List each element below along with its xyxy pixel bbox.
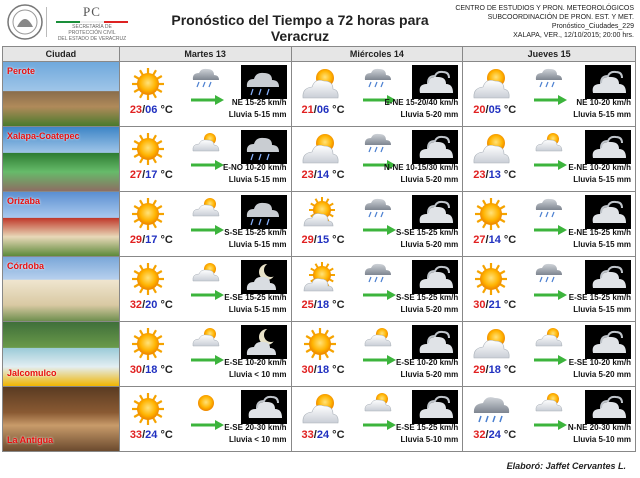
temp-separator: / (485, 169, 489, 181)
rain-text: Lluvia 5-15 mm (228, 175, 287, 184)
temp-min: 17 (145, 169, 158, 181)
issuer-line2: SUBCOORDINACIÓN DE PRON. EST. Y MET. (487, 14, 634, 21)
temp-unit: °C (332, 234, 345, 246)
night-cloud-icon (412, 390, 458, 424)
wind-arrow-icon (190, 352, 224, 362)
forecast-cell (292, 322, 464, 386)
sun-icon (128, 391, 168, 427)
temp-min: 21 (488, 299, 501, 311)
rain-text: Lluvia 5-20 mm (573, 370, 632, 379)
forecast-cell (120, 387, 292, 451)
temp-separator: / (485, 364, 489, 376)
wind-arrow-icon (190, 417, 224, 427)
night-cloud-icon (241, 390, 287, 424)
cloud-icon (190, 131, 222, 155)
issuer-line3: Pronóstico_Ciudades_229 (551, 23, 634, 30)
rain-text: Lluvia 5-15 mm (573, 110, 632, 119)
wind-arrow-icon (362, 287, 396, 297)
night-cloud-icon (241, 195, 287, 229)
temperature (130, 364, 173, 376)
wind-arrow-icon (533, 352, 567, 362)
temperature (130, 429, 173, 441)
partly-cloudy-icon (471, 66, 511, 102)
night-cloud-icon (585, 260, 631, 294)
rain-text: Lluvia 5-15 mm (228, 305, 287, 314)
wind-arrow-icon (533, 92, 567, 102)
temp-separator: / (313, 104, 317, 116)
temp-max: 25 (301, 299, 314, 311)
temperature (473, 169, 516, 181)
night-cloud-icon (241, 65, 287, 99)
wind-text: NE 10-20 km/h (576, 98, 632, 107)
forecast-cell (292, 257, 464, 321)
city-name: Xalapa-Coatepec (7, 131, 80, 141)
temp-min: 20 (145, 299, 158, 311)
temp-min: 24 (316, 429, 330, 441)
logo-line2: PROTECCIÓN CIVIL (68, 30, 116, 36)
temperature (302, 429, 345, 441)
rain-cloud-icon (533, 196, 565, 220)
temp-min: 24 (488, 429, 501, 441)
sun-icon (128, 261, 168, 297)
night-cloud-icon (412, 130, 458, 164)
rain-cloud-icon (533, 261, 565, 285)
temp-unit: °C (332, 429, 345, 441)
col-day3: Jueves 15 (527, 49, 571, 59)
cloud-icon (362, 391, 394, 415)
city-cell (3, 387, 120, 451)
rain-text: Lluvia 5-20 mm (400, 240, 459, 249)
wind-text: E-SE 10-20 km/h (396, 358, 459, 367)
wind-arrow-icon (533, 222, 567, 232)
cloud-icon (362, 326, 394, 350)
rain-text: Lluvia 5-15 mm (573, 240, 632, 249)
rain-text: Lluvia 5-10 mm (573, 435, 632, 444)
temperature (130, 169, 173, 181)
temperature (473, 234, 516, 246)
rain-text: Lluvia 5-15 mm (573, 175, 632, 184)
table-row (2, 62, 636, 127)
night-cloud-icon (412, 325, 458, 359)
forecast-cell (463, 387, 635, 451)
temp-unit: °C (332, 299, 345, 311)
temp-separator: / (485, 234, 489, 246)
city-cell (3, 322, 120, 386)
partly-cloudy-icon (300, 131, 340, 167)
wind-text: E-SE 10-20 km/h (224, 358, 287, 367)
temp-unit: °C (160, 169, 173, 181)
night-cloud-icon (412, 65, 458, 99)
col-day2: Miércoles 14 (292, 47, 464, 61)
wind-text: S-SE 15-25 km/h (396, 228, 459, 237)
temp-unit: °C (160, 364, 173, 376)
temp-min: 14 (488, 234, 501, 246)
temperature (130, 299, 173, 311)
author-credit: Elaboró: Jaffet Cervantes L. (506, 461, 626, 471)
temperature (130, 104, 173, 116)
temp-separator: / (485, 104, 489, 116)
temp-separator: / (313, 169, 317, 181)
temperature (473, 104, 516, 116)
temp-max: 32 (473, 429, 486, 441)
sun-icon (300, 326, 340, 362)
sun-icon (471, 261, 511, 297)
wind-text: E-NE 15-20/40 km/h (384, 98, 459, 107)
temp-min: 18 (316, 364, 330, 376)
night-cloud-icon (241, 130, 287, 164)
temp-separator: / (313, 429, 317, 441)
temp-min: 06 (145, 104, 158, 116)
temp-max: 21 (301, 104, 314, 116)
wind-text: S-SE 15-25 km/h (396, 293, 459, 302)
wind-text: E-NE 15-25 km/h (568, 228, 632, 237)
wind-text: S-SE 15-25 km/h (224, 228, 287, 237)
temp-separator: / (142, 234, 146, 246)
temp-unit: °C (503, 234, 517, 246)
issuer-line4: XALAPA, VER., 12/10/2015; 20:00 hrs. (513, 32, 634, 39)
forecast-cell (463, 257, 635, 321)
sun-icon (128, 66, 168, 102)
temp-min: 18 (316, 299, 330, 311)
temp-max: 33 (129, 429, 143, 441)
temp-min: 24 (145, 429, 158, 441)
forecast-table (2, 46, 636, 452)
logo-line3: DEL ESTADO DE VERACRUZ (57, 36, 127, 42)
temperature (302, 364, 345, 376)
city-cell (3, 127, 120, 191)
temp-unit: °C (503, 169, 517, 181)
wind-text: E-SE 10-20 km/h (568, 358, 632, 367)
temp-unit: °C (160, 234, 173, 246)
wind-arrow-icon (190, 287, 224, 297)
rain-cloud-icon (362, 66, 394, 90)
temp-separator: / (142, 169, 146, 181)
flag-stripe (56, 21, 128, 23)
wind-arrow-icon (533, 287, 567, 297)
temperature (302, 299, 345, 311)
temp-min: 17 (145, 234, 158, 246)
city-name: Orizaba (7, 196, 41, 206)
temp-separator: / (142, 429, 146, 441)
temp-separator: / (313, 234, 317, 246)
rain-text: Lluvia < 10 mm (228, 370, 287, 379)
rain-text: Lluvia 5-20 mm (400, 110, 459, 119)
temp-max: 29 (129, 234, 143, 246)
wind-arrow-icon (190, 222, 224, 232)
wind-text: E-NE 10-20 km/h (568, 163, 632, 172)
forecast-cell (120, 62, 292, 126)
rain-cloud-icon (533, 66, 565, 90)
night-cloud-icon (412, 260, 458, 294)
forecast-cell (463, 62, 635, 126)
wind-arrow-icon (533, 157, 567, 167)
night-cloud-icon (585, 390, 631, 424)
night-cloud-icon (585, 195, 631, 229)
table-header (2, 46, 636, 62)
temp-unit: °C (503, 364, 517, 376)
temp-max: 27 (473, 234, 486, 246)
partly-cloudy-icon (471, 131, 511, 167)
cloud-icon (190, 326, 222, 350)
temperature (473, 364, 516, 376)
cloud-icon (190, 261, 222, 285)
wind-text: E-SE 15-25 km/h (396, 423, 459, 432)
forecast-cell (120, 322, 292, 386)
partly-cloudy-icon (300, 196, 340, 232)
temp-separator: / (313, 364, 317, 376)
temp-max: 23 (473, 169, 486, 181)
city-name: La Antigua (7, 435, 54, 445)
temp-max: 32 (129, 299, 143, 311)
night-cloud-icon (585, 65, 631, 99)
temperature (302, 104, 345, 116)
wind-text: E-NO 10-20 km/h (222, 163, 287, 172)
city-name: Perote (7, 66, 36, 76)
temp-max: 23 (301, 169, 314, 181)
temp-min: 15 (316, 234, 330, 246)
rain-text: Lluvia 5-15 mm (228, 110, 287, 119)
sun-icon (128, 131, 168, 167)
table-body (2, 62, 636, 452)
table-row (2, 322, 636, 387)
partly-cloudy-icon (300, 391, 340, 427)
temp-max: 30 (129, 364, 143, 376)
logo-pc-text: PC (83, 4, 101, 19)
temp-unit: °C (160, 429, 173, 441)
forecast-cell (463, 127, 635, 191)
forecast-cell (463, 322, 635, 386)
wind-text: E-SE 15-25 km/h (568, 293, 632, 302)
cloud-icon (533, 391, 565, 415)
temp-unit: °C (332, 104, 345, 116)
forecast-cell (120, 127, 292, 191)
temp-separator: / (313, 299, 317, 311)
table-row (2, 257, 636, 322)
rain-text: Lluvia 5-20 mm (400, 175, 459, 184)
rain-text: Lluvia 5-15 mm (573, 305, 632, 314)
col-city: Ciudad (3, 47, 120, 61)
temp-separator: / (485, 429, 489, 441)
forecast-cell (292, 192, 464, 256)
temp-unit: °C (160, 299, 173, 311)
city-cell (3, 257, 120, 321)
temp-min: 05 (488, 104, 501, 116)
temp-max: 23 (129, 104, 143, 116)
temp-unit: °C (503, 299, 517, 311)
temp-max: 27 (129, 169, 143, 181)
temp-max: 30 (473, 299, 486, 311)
rain-text: Lluvia 5-15 mm (228, 240, 287, 249)
rain-cloud-icon (362, 196, 394, 220)
temp-unit: °C (160, 104, 173, 116)
agency-logo (56, 4, 128, 42)
temp-separator: / (142, 104, 146, 116)
temp-unit: °C (503, 104, 517, 116)
partly-cloudy-icon (300, 66, 340, 102)
temp-max: 33 (301, 429, 314, 441)
wind-arrow-icon (362, 417, 396, 427)
partly-cloudy-icon (300, 261, 340, 297)
temp-min: 06 (316, 104, 330, 116)
sun-icon (128, 326, 168, 362)
page-title: Pronóstico del Tiempo a 72 horas para Veracruz (171, 12, 429, 44)
temp-min: 14 (316, 169, 330, 181)
temp-max: 20 (473, 104, 486, 116)
issuer-line1: CENTRO DE ESTUDIOS Y PRON. METEOROLÓGICOS (455, 5, 634, 12)
forecast-cell (463, 192, 635, 256)
temp-unit: °C (503, 429, 517, 441)
temperature (302, 234, 345, 246)
cloud-icon (533, 131, 565, 155)
rain-cloud-icon (362, 131, 394, 155)
night-cloud-icon (585, 325, 631, 359)
temperature (473, 429, 516, 441)
city-name: Córdoba (7, 261, 44, 271)
rain-text: Lluvia < 10 mm (228, 435, 287, 444)
city-name: Jalcomulco (7, 368, 57, 378)
temp-min: 18 (145, 364, 158, 376)
night-cloud-icon (585, 130, 631, 164)
rain-cloud-icon (362, 261, 394, 285)
temp-min: 18 (488, 364, 501, 376)
temp-min: 13 (488, 169, 501, 181)
temp-separator: / (142, 364, 146, 376)
table-row (2, 127, 636, 192)
cloud-icon (533, 326, 565, 350)
issuer-info (434, 4, 634, 40)
forecast-cell (292, 387, 464, 451)
table-row (2, 387, 636, 452)
temp-max: 29 (301, 234, 314, 246)
night-cloud-icon (412, 195, 458, 229)
temp-separator: / (142, 299, 146, 311)
cloud-icon (190, 391, 222, 415)
col-day1: Martes 13 (120, 47, 292, 61)
night-moon-icon (241, 325, 287, 359)
wind-text: N-NE 20-30 km/h (567, 423, 632, 432)
night-moon-icon (241, 260, 287, 294)
wind-arrow-icon (190, 92, 224, 102)
temperature (130, 234, 173, 246)
wind-arrow-icon (190, 157, 224, 167)
wind-text: E-SE 15-25 km/h (224, 293, 287, 302)
forecast-cell (120, 192, 292, 256)
wind-text: NE 15-25 km/h (231, 98, 287, 107)
temp-unit: °C (332, 169, 345, 181)
city-cell (3, 62, 120, 126)
temp-unit: °C (332, 364, 345, 376)
forecast-cell (292, 127, 464, 191)
sun-icon (471, 196, 511, 232)
wind-text: E-SE 20-30 km/h (224, 423, 287, 432)
rain-text: Lluvia 5-10 mm (400, 435, 459, 444)
temp-max: 30 (301, 364, 314, 376)
rain-text: Lluvia 5-20 mm (400, 305, 459, 314)
temp-separator: / (485, 299, 489, 311)
rain-text: Lluvia 5-20 mm (400, 370, 459, 379)
forecast-cell (292, 62, 464, 126)
temperature (473, 299, 516, 311)
temperature (302, 169, 345, 181)
state-seal-icon (6, 3, 50, 41)
forecast-cell (120, 257, 292, 321)
partly-cloudy-icon (471, 391, 511, 427)
wind-arrow-icon (362, 222, 396, 232)
sun-icon (128, 196, 168, 232)
rain-cloud-icon (190, 66, 222, 90)
temp-max: 29 (473, 364, 486, 376)
cloud-icon (190, 196, 222, 220)
wind-arrow-icon (533, 417, 567, 427)
header (0, 0, 640, 44)
city-cell (3, 192, 120, 256)
wind-text: N-NE 10-15/30 km/h (384, 163, 459, 172)
logo-line1: SECRETARÍA DE (72, 24, 112, 30)
wind-arrow-icon (362, 352, 396, 362)
partly-cloudy-icon (471, 326, 511, 362)
table-row (2, 192, 636, 257)
